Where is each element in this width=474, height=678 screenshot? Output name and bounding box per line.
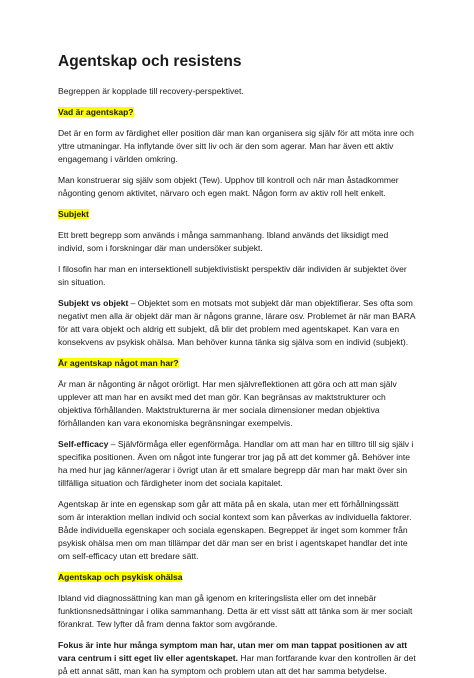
section-heading-har [58, 357, 416, 370]
bold-lead: Subjekt vs objekt [58, 298, 129, 308]
section-heading-agentskap [58, 106, 416, 119]
paragraph [58, 438, 416, 490]
paragraph: Är man är någonting är något orörligt. Har men självreflektionen att göra och att man själv upplever att man har en avsikt med det man gör. Kan begränsas av maktstrukturer och objektiva förhållanden. Maktstrukturerna är mer sociala dimensioner medan objektiva förhållanden kan vara ekonomiska begränsningar exempelvis. [58, 379, 397, 428]
section-heading-subjekt [58, 208, 416, 221]
bold-lead: Fokus är inte hur många symptom man har, utan mer om man tappat positionen av att vara centrum i sitt eget liv eller agentskapet. [58, 640, 408, 663]
paragraph: I filosofin har man en intersektionell subjektivistiskt perspektiv där individen är subjektet över sin situation. [58, 264, 407, 287]
highlight-text: Agentskap och psykisk ohälsa [58, 572, 183, 582]
paragraph: Ett brett begrepp som används i många sammanhang. Ibland används det liksidigt med individ, som i forskningar där man undersöker subjekt. [58, 230, 389, 253]
section-heading-ohalsa [58, 571, 416, 584]
paragraph [58, 297, 416, 349]
paragraph [58, 639, 416, 678]
highlight-text: Är agentskap något man har? [58, 358, 179, 368]
paragraph: Man konstruerar sig själv som objekt (Tew). Upphov till kontroll och när man åstadkommer någonting genom aktivitet, närvaro och egen makt. Någon form av aktiv roll helt enkelt. [58, 175, 399, 198]
paragraph-rest: – Självförmåga eller egenförmåga. Handlar om att man har en tilltro till sig själv i specifika positionen. Även om något inte fungerar tror jag på att det kommer gå. Behöver inte ha med hur jag känner/agerar i övrigt utan är ett smalare begrepp där man har makt över sin tillfälliga situation och färdigheter inom det sociala kapitalet. [58, 439, 414, 488]
highlight-text: Vad är agentskap? [58, 107, 134, 117]
paragraph: Ibland vid diagnossättning kan man gå igenom en kriteringslista eller om det innebär funktionsnedsättningar i olika sammanhang. Detta är ett visst sätt att tänka som är mer socialt förankrat. Tew lyfter då fram denna faktor som avgörande. [58, 593, 413, 629]
paragraph: Agentskap är inte en egenskap som går att mäta på en skala, utan mer ett förhållningssätt som är interaktion mellan individ och social kontext som kan påverkas av individuella faktorer. Både individuella egenskaper och sociala egenskapen. Begreppet är inget som kommer från psykisk ohälsa men om man tillämpar det där man ser en brist i agentskapet handlar det inte om self-efficacy utan ett bredare sätt. [58, 499, 412, 561]
intro-paragraph: Begreppen är kopplade till recovery-perspektivet. [58, 86, 244, 96]
bold-lead: Self-efficacy [58, 439, 109, 449]
paragraph: Det är en form av färdighet eller position där man kan organisera sig själv för att möta inre och yttre utmaningar. Ha inflytande över sitt liv och är den som agerar. Man har även ett aktiv engagemang i världen omkring. [58, 128, 414, 164]
document-title: Agentskap och resistens [58, 53, 242, 70]
paragraph-rest: – Objektet som en motsats mot subjekt där man objektifierar. Ses ofta som negativt men alla är objekt där man är någons granne, lärare osv. Problemet är när man BARA för att vara objekt och aldrig ett subjekt, då blir det problem med agentskapet. Kan vara en konsekvens av psykisk ohälsa. Man behöver kunna tänka sig själva som en individ (subjekt). [58, 298, 416, 347]
paragraph-rest: Har man fortfarande kvar den kontrollen är det på ett annat sätt, man kan ha symptom och problem utan att det har samma betydelse. [58, 653, 416, 676]
highlight-text: Subjekt [58, 209, 89, 219]
